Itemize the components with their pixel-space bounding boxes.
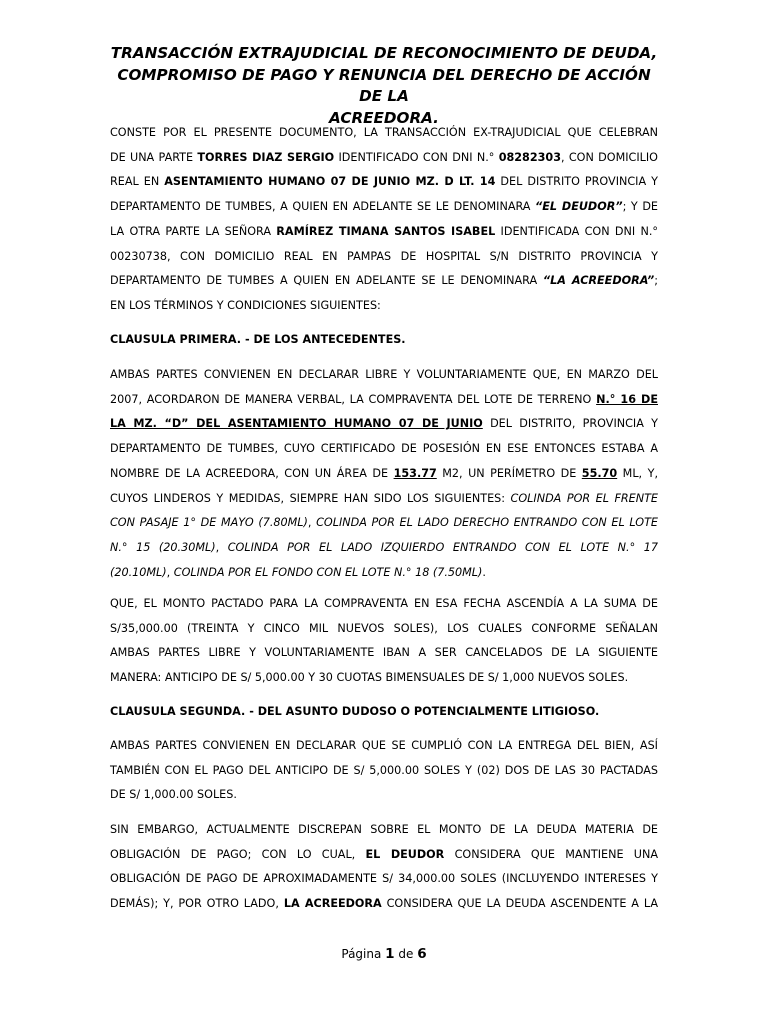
text: CUYOS LINDEROS Y MEDIDAS, SIEMPRE HAN SIDO LOS SIGUIENTES:: [110, 491, 511, 505]
text: ,: [215, 540, 228, 554]
text: , CON DOMICILIO: [560, 150, 658, 164]
creditor-label: “LA ACREEDORA”: [542, 274, 655, 288]
text-line: [110, 170, 658, 195]
text: ; Y DE: [622, 200, 658, 214]
text: NOMBRE DE LA ACREEDORA, CON UN ÁREA DE: [110, 466, 394, 480]
boundary-text: CON PASAJE 1° DE MAYO (7.80ML): [110, 516, 308, 530]
text-line: QUE, EL MONTO PACTADO PARA LA COMPRAVENTA EN ESA FECHA ASCENDÍA A LA SUMA DE: [110, 597, 658, 610]
area-value: 153.77: [393, 466, 437, 480]
text: DE UNA PARTE: [110, 150, 198, 164]
lot-reference: LA MZ. “D” DEL ASENTAMIENTO HUMANO 07 DE JUNIO: [110, 417, 483, 431]
boundary-text: COLINDA POR EL LADO IZQUIERDO ENTRANDO CON EL LOTE N.° 17: [227, 540, 658, 554]
text: IDENTIFICADA CON DNI N.°: [495, 224, 658, 238]
text-line: MANERA: ANTICIPO DE S/ 5,000.00 Y 30 CUOTAS BIMENSUALES DE S/ 1,000 NUEVOS SOLES.: [110, 671, 629, 685]
boundary-text: COLINDA POR EL FONDO CON EL LOTE N.° 18 (7.50ML): [173, 565, 483, 579]
debtor-reference: EL DEUDOR: [365, 847, 445, 861]
text-line: [110, 269, 658, 294]
text: DEL DISTRITO PROVINCIA Y: [495, 175, 658, 189]
text-line: S/35,000.00 (TREINTA Y CINCO MIL NUEVOS SOLES), LOS CUALES CONFORME SEÑALAN: [110, 621, 658, 635]
text: DEPARTAMENTO DE TUMBES, A QUIEN EN ADELANTE SE LE DENOMINARA: [110, 200, 536, 214]
text: CONSIDERA QUE MANTIENE UNA: [444, 847, 659, 861]
text-line: [110, 818, 658, 843]
title-line: COMPROMISO DE PAGO Y RENUNCIA DEL DERECHO DE ACCIÓN DE LA: [117, 65, 651, 105]
text: 2007, ACORDARON DE MANERA VERBAL, LA COMPRAVENTA DEL LOTE DE TERRENO: [110, 392, 597, 406]
text-line: AMBAS PARTES CONVIENEN EN DECLARAR QUE SE CUMPLIÓ CON LA ENTREGA DEL BIEN, ASÍ: [110, 739, 658, 752]
text-line: [110, 536, 658, 561]
paragraph-dispute: [110, 818, 658, 917]
debtor-label: “EL DEUDOR”: [535, 200, 623, 214]
current-page-number: 1: [385, 946, 395, 962]
text: OBLIGACIÓN DE PAGO; CON LO CUAL,: [110, 847, 366, 861]
text-line: [110, 561, 658, 586]
paragraph-parties: [110, 121, 658, 319]
text-line: [110, 245, 658, 270]
boundary-text: COLINDA POR EL LADO DERECHO ENTRANDO CON EL LOTE: [316, 516, 658, 530]
text-line: [110, 121, 658, 146]
text: AMBAS PARTES CONVIENEN EN DECLARAR LIBRE Y VOLUNTARIAMENTE QUE, EN MARZO DEL: [110, 368, 658, 381]
clause-heading-first: [110, 330, 658, 350]
document-title: [108, 43, 660, 129]
title-line: TRANSACCIÓN EXTRAJUDICIAL DE RECONOCIMIENTO DE DEUDA,: [110, 44, 658, 62]
text: SIN EMBARGO, ACTUALMENTE DISCREPAN SOBRE EL MONTO DE LA DEUDA MATERIA DE: [110, 823, 658, 836]
text: OBLIGACIÓN DE PAGO DE APROXIMADAMENTE S/ 34,000.00 SOLES (INCLUYENDO INTERESES Y: [110, 872, 658, 886]
clause-heading: CLAUSULA PRIMERA. - DE LOS ANTECEDENTES.: [110, 333, 406, 346]
paragraph-antecedents: [110, 363, 658, 585]
clause-heading: CLAUSULA SEGUNDA. - DEL ASUNTO DUDOSO O POTENCIALMENTE LITIGIOSO.: [110, 705, 600, 718]
text-line: [110, 388, 658, 413]
text-line: [110, 220, 658, 245]
text-line: [110, 892, 658, 917]
text: IDENTIFICADO CON DNI N.°: [334, 150, 499, 164]
text-line: [110, 294, 658, 319]
text: REAL EN: [110, 175, 165, 189]
creditor-reference: LA ACREEDORA: [283, 897, 382, 911]
text-line: [110, 511, 658, 536]
text-line: [110, 462, 658, 487]
text: EN LOS TÉRMINOS Y CONDICIONES SIGUIENTES:: [110, 298, 381, 312]
text: .: [482, 565, 486, 579]
text-line: [110, 146, 658, 171]
text: CONSTE POR EL PRESENTE DOCUMENTO, LA TRANSACCIÓN EX-TRAJUDICIAL QUE CELEBRAN: [110, 126, 658, 139]
page-footer: [0, 946, 768, 962]
text-line: [110, 843, 658, 868]
debtor-name: TORRES DIAZ SERGIO: [197, 150, 335, 164]
text: 00230738, CON DOMICILIO REAL EN PAMPAS DE HOSPITAL S/N DISTRITO PROVINCIA Y: [110, 249, 658, 263]
debtor-dni: 08282303: [498, 150, 561, 164]
text: ML, Y,: [617, 466, 658, 480]
text: DEPARTAMENTO DE TUMBES A QUIEN EN ADELANTE SE LE DENOMINARA: [110, 274, 543, 288]
text: LA OTRA PARTE LA SEÑORA: [110, 224, 277, 238]
perimeter-value: 55.70: [581, 466, 618, 480]
text: DEPARTAMENTO DE TUMBES, CUYO CERTIFICADO DE POSESIÓN EN ESE ENTONCES ESTABA A: [110, 442, 658, 456]
text-line: [110, 363, 658, 388]
boundary-text: COLINDA POR EL FRENTE: [510, 491, 658, 505]
text-line: [110, 437, 658, 462]
boundary-text: N.° 15 (20.30ML): [110, 540, 216, 554]
paragraph-price: [110, 592, 658, 691]
text-line: AMBAS PARTES LIBRE Y VOLUNTARIAMENTE IBAN A SER CANCELADOS DE LA SIGUIENTE: [110, 646, 658, 660]
boundary-text: (20.10ML): [110, 565, 167, 579]
clause-heading-second: [110, 702, 658, 722]
footer-label: de: [394, 947, 418, 961]
debtor-address: ASENTAMIENTO HUMANO 07 DE JUNIO MZ. D LT. 14: [164, 175, 496, 189]
paragraph-delivery: [110, 734, 658, 808]
text-line: [110, 412, 658, 437]
text-line: [110, 487, 658, 512]
text: ,: [166, 565, 174, 579]
title-line: ACREEDORA.: [329, 108, 439, 127]
lot-reference: N.° 16 DE: [596, 392, 658, 406]
text: CONSIDERA QUE LA DEUDA ASCENDENTE A LA: [381, 897, 658, 911]
creditor-name: RAMÍREZ TIMANA SANTOS ISABEL: [276, 224, 496, 238]
text: M2, UN PERÍMETRO DE: [436, 466, 582, 480]
text: ;: [654, 274, 658, 288]
text-line: [110, 867, 658, 892]
text: DEL DISTRITO, PROVINCIA Y: [482, 417, 658, 431]
total-page-count: 6: [417, 946, 427, 962]
footer-label: Página: [341, 947, 386, 961]
text: DEMÁS); Y, POR OTRO LADO,: [110, 897, 284, 911]
text-line: [110, 195, 658, 220]
text: ,: [307, 516, 317, 530]
text-line: DE S/ 1,000.00 SOLES.: [110, 788, 237, 802]
text-line: TAMBIÉN CON EL PAGO DEL ANTICIPO DE S/ 5,000.00 SOLES Y (02) DOS DE LAS 30 PACTADAS: [110, 763, 658, 777]
